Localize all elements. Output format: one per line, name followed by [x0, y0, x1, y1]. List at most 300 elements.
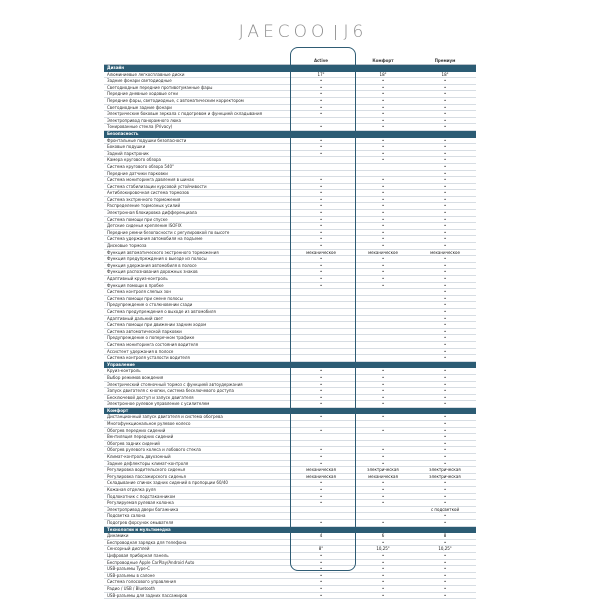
trim-value — [290, 289, 352, 296]
spec-row — [104, 315, 476, 322]
trim-value: • — [352, 177, 414, 184]
trim-value — [352, 434, 414, 441]
trim-value: • — [290, 256, 352, 263]
feature-label: Многофункциональное рулевое колесо — [104, 421, 290, 428]
feature-label: Функция распознавания дорожных знаков — [104, 269, 290, 276]
brand-name: JAECOO — [238, 22, 329, 42]
trim-value: • — [414, 374, 476, 381]
trim-value: • — [352, 236, 414, 243]
trim-value: • — [290, 414, 352, 421]
feature-label: Светодиодные передние противотуманные фары — [104, 84, 290, 91]
trim-value: • — [290, 269, 352, 276]
trim-value: • — [290, 150, 352, 157]
trim-value: • — [290, 394, 352, 401]
trim-value: • — [414, 500, 476, 507]
spec-row — [104, 262, 476, 269]
trim-value: • — [414, 434, 476, 441]
trim-value: • — [414, 592, 476, 599]
spec-row — [104, 388, 476, 395]
trim-value: • — [414, 585, 476, 592]
feature-label: Электронное рулевое управление с усилителем — [104, 401, 290, 408]
trim-value: • — [414, 190, 476, 197]
spec-row — [104, 454, 476, 461]
feature-label: USB-разъемы Type-C — [104, 566, 290, 573]
trim-value — [352, 341, 414, 348]
trim-value: • — [352, 150, 414, 157]
trim-value: • — [290, 78, 352, 85]
trim-value: механическая — [352, 473, 414, 480]
trim-value: • — [290, 487, 352, 494]
trim-value: • — [352, 229, 414, 236]
trim-value: • — [352, 282, 414, 289]
trim-value: • — [352, 97, 414, 104]
trim-value: • — [352, 539, 414, 546]
trim-value: • — [414, 243, 476, 250]
feature-label: Система стабилизации курсовой устойчивости — [104, 183, 290, 190]
spec-row — [104, 196, 476, 203]
feature-label: Система мониторинга давления в шинах — [104, 177, 290, 184]
feature-label: Беспроводные Apple CarPlay/Android Auto — [104, 559, 290, 566]
trim-value: • — [352, 381, 414, 388]
spec-row — [104, 157, 476, 164]
feature-label: Электрические боковые зеркала с подогревом и функцией складывания — [104, 111, 290, 118]
trim-value: • — [352, 374, 414, 381]
feature-label: Система мониторинга состояния водителя — [104, 341, 290, 348]
trim-value — [352, 335, 414, 342]
feature-label: Запуск двигателя с кнопки, система бесключевого доступа — [104, 388, 290, 395]
spec-table — [104, 58, 476, 599]
trim-value: • — [414, 454, 476, 461]
feature-label: Тонированные стекла (Privacy) — [104, 124, 290, 131]
spec-row — [104, 579, 476, 586]
spec-row — [104, 249, 476, 256]
feature-label: Подсветка салона — [104, 513, 290, 520]
trim-value: • — [414, 401, 476, 408]
trim-value: • — [290, 572, 352, 579]
trim-value: • — [414, 328, 476, 335]
trim-value: • — [290, 216, 352, 223]
spec-row — [104, 137, 476, 144]
spec-row — [104, 150, 476, 157]
trim-value: • — [414, 111, 476, 118]
feature-label: Адаптивный дальний свет — [104, 315, 290, 322]
feature-label: Электрический стояночный тормоз с функцией автоудержания — [104, 381, 290, 388]
spec-row — [104, 539, 476, 546]
spec-row — [104, 282, 476, 289]
trim-value: • — [352, 78, 414, 85]
trim-value: • — [352, 388, 414, 395]
trim-value: • — [290, 579, 352, 586]
trim-value: электрическая — [414, 467, 476, 474]
trim-value: • — [414, 117, 476, 124]
feature-label: Система кругового обзора 540° — [104, 163, 290, 170]
feature-label: Обогрев задних сидений — [104, 440, 290, 447]
spec-row — [104, 223, 476, 230]
trim-value: • — [414, 269, 476, 276]
trim-value: • — [414, 579, 476, 586]
trim-value — [352, 315, 414, 322]
spec-row — [104, 170, 476, 177]
logo-divider — [335, 25, 336, 40]
spec-row — [104, 348, 476, 355]
trim-value: • — [290, 585, 352, 592]
trim-value: • — [290, 552, 352, 559]
trim-value: 8 — [414, 533, 476, 540]
spec-row — [104, 183, 476, 190]
trim-value: • — [352, 487, 414, 494]
trim-value: • — [414, 256, 476, 263]
trim-value: • — [352, 137, 414, 144]
trim-value: • — [352, 117, 414, 124]
spec-row — [104, 381, 476, 388]
feature-label: Передние дневные ходовые огни — [104, 91, 290, 98]
spec-row — [104, 289, 476, 296]
trim-value: • — [290, 144, 352, 151]
spec-row — [104, 229, 476, 236]
feature-label: Регулировка водительского сиденья — [104, 467, 290, 474]
trim-value: • — [290, 137, 352, 144]
spec-row — [104, 394, 476, 401]
trim-value — [352, 163, 414, 170]
spec-row — [104, 210, 476, 217]
trim-value: • — [414, 566, 476, 573]
trim-value: • — [414, 552, 476, 559]
trim-value — [290, 341, 352, 348]
trim-value: • — [414, 137, 476, 144]
section-title: Дизайн — [104, 65, 476, 72]
section-header-row — [104, 361, 476, 368]
feature-label: Система контроля усталости водителя — [104, 355, 290, 362]
spec-row — [104, 236, 476, 243]
trim-value: • — [414, 282, 476, 289]
trim-value: 17" — [290, 71, 352, 78]
spec-row — [104, 460, 476, 467]
feature-label: Предупреждение о поперечном трафике — [104, 335, 290, 342]
spec-row — [104, 256, 476, 263]
trim-value: • — [290, 177, 352, 184]
feature-label: Светодиодные задние фонари — [104, 104, 290, 111]
trim-value — [352, 440, 414, 447]
trim-value — [352, 295, 414, 302]
feature-label: Задние фонари светодиодные — [104, 78, 290, 85]
trim-value — [290, 163, 352, 170]
trim-value — [290, 434, 352, 441]
trim-value: • — [414, 519, 476, 526]
spec-row — [104, 434, 476, 441]
trim-value — [290, 421, 352, 428]
trim-value: • — [352, 414, 414, 421]
trim-value — [352, 170, 414, 177]
feature-label: Предупреждение о столкновении сзади — [104, 302, 290, 309]
trim-value: • — [414, 341, 476, 348]
trim-value: • — [290, 447, 352, 454]
spec-row — [104, 269, 476, 276]
trim-value — [352, 348, 414, 355]
feature-label: Система помощи при спуске — [104, 216, 290, 223]
trim-value: • — [414, 196, 476, 203]
feature-label: Обогрев рулевого колеса и лобового стекла — [104, 447, 290, 454]
trim-value: • — [290, 282, 352, 289]
trim-value: • — [414, 78, 476, 85]
trim-value: • — [352, 190, 414, 197]
feature-label: Распределение тормозных усилий — [104, 203, 290, 210]
spec-row — [104, 163, 476, 170]
spec-row — [104, 124, 476, 131]
spec-row — [104, 308, 476, 315]
spec-row — [104, 341, 476, 348]
trim-value: • — [414, 210, 476, 217]
trim-value: • — [352, 401, 414, 408]
spec-row — [104, 487, 476, 494]
feature-label: Система помощи при смене полосы — [104, 295, 290, 302]
feature-label: Система голосового управления — [104, 579, 290, 586]
trim-value: • — [352, 493, 414, 500]
trim-value — [290, 170, 352, 177]
trim-value: • — [414, 302, 476, 309]
trim-value: 18" — [414, 71, 476, 78]
spec-row — [104, 447, 476, 454]
trim-value: • — [290, 243, 352, 250]
trim-value: • — [352, 256, 414, 263]
trim-value: • — [352, 203, 414, 210]
trim-value: • — [414, 381, 476, 388]
trim-value: • — [352, 368, 414, 375]
feature-label: USB-разъемы в салоне — [104, 572, 290, 579]
feature-label: Ассистент удержания в полосе — [104, 348, 290, 355]
trim-value: • — [414, 421, 476, 428]
trim-value — [290, 322, 352, 329]
section-title: Комфорт — [104, 407, 476, 414]
feature-label: Система предупреждения о выходе из автомобиля — [104, 308, 290, 315]
trim-value: • — [290, 236, 352, 243]
trim-value: • — [414, 276, 476, 283]
trim-value: • — [414, 183, 476, 190]
model-name: J6 — [343, 22, 368, 42]
section-header-row — [104, 130, 476, 137]
trim-value: • — [414, 414, 476, 421]
feature-label: Складывание спинок задних сидений в пропорции 60/40 — [104, 480, 290, 487]
trim-value: • — [414, 460, 476, 467]
trim-value — [352, 506, 414, 513]
spec-row — [104, 111, 476, 118]
trim-value — [352, 308, 414, 315]
feature-label: Дистанционный запуск двигателя и система обогрева — [104, 414, 290, 421]
section-title: Технологии и мультимедиа — [104, 526, 476, 533]
feature-label: Боковые подушки — [104, 144, 290, 151]
spec-row — [104, 295, 476, 302]
trim-value — [352, 513, 414, 520]
trim-value: • — [290, 210, 352, 217]
section-title: Безопасность — [104, 130, 476, 137]
feature-label: Цифровая приборная панель — [104, 552, 290, 559]
trim-value: • — [352, 104, 414, 111]
feature-label: Сенсорный дисплей — [104, 546, 290, 553]
trim-value: • — [352, 460, 414, 467]
trim-value: • — [414, 262, 476, 269]
feature-label: Дисковые тормоза — [104, 243, 290, 250]
trim-value: • — [414, 97, 476, 104]
section-header-row — [104, 526, 476, 533]
trim-value: • — [290, 427, 352, 434]
trim-value: • — [414, 315, 476, 322]
trim-value: • — [290, 183, 352, 190]
trim-value: • — [290, 566, 352, 573]
trim-value: • — [414, 177, 476, 184]
trim-value: 4 — [290, 533, 352, 540]
trim-value: • — [290, 262, 352, 269]
trim-value: • — [352, 243, 414, 250]
trim-value — [290, 506, 352, 513]
feature-label: Регулируемая рулевая колонка — [104, 500, 290, 507]
trim-value: • — [352, 157, 414, 164]
trim-value: • — [290, 401, 352, 408]
feature-label: Адаптивный круиз-контроль — [104, 276, 290, 283]
spec-body — [104, 65, 476, 599]
trim-value: • — [352, 447, 414, 454]
spec-row — [104, 401, 476, 408]
trim-value: • — [352, 262, 414, 269]
trim-value — [290, 328, 352, 335]
spec-row — [104, 91, 476, 98]
spec-row — [104, 374, 476, 381]
trim-value: • — [290, 111, 352, 118]
trim-value: • — [290, 368, 352, 375]
trim-value: • — [352, 196, 414, 203]
trim-value — [290, 117, 352, 124]
feature-label: Подлокотник с подстаканником — [104, 493, 290, 500]
feature-label: Кожаная отделка руля — [104, 487, 290, 494]
trim-value: • — [290, 381, 352, 388]
feature-label: Функция автоматического экстренного торможения — [104, 249, 290, 256]
spec-row — [104, 467, 476, 474]
trim-value: • — [414, 322, 476, 329]
feature-label: Задний парктроник — [104, 150, 290, 157]
spec-row — [104, 440, 476, 447]
feature-label: Электропривод панорамного люка — [104, 117, 290, 124]
feature-label: Климат-контроль двухзонный — [104, 454, 290, 461]
trim-value: 10,25" — [352, 546, 414, 553]
spec-row — [104, 355, 476, 362]
trim-value: • — [290, 190, 352, 197]
trim-value: механическое — [414, 249, 476, 256]
trim-value — [352, 289, 414, 296]
trim-value — [352, 421, 414, 428]
spec-row — [104, 104, 476, 111]
spec-row — [104, 500, 476, 507]
trim-value: • — [352, 144, 414, 151]
trim-value: • — [352, 210, 414, 217]
spec-row — [104, 592, 476, 599]
spec-row — [104, 243, 476, 250]
feature-label: Передние фары, светодиодные, с автоматическим корректором — [104, 97, 290, 104]
trim-value: • — [290, 500, 352, 507]
trim-value: • — [414, 289, 476, 296]
trim-value: • — [352, 552, 414, 559]
trim-value: 8" — [290, 546, 352, 553]
trim-value: • — [414, 216, 476, 223]
feature-label: Система экстренного торможения — [104, 196, 290, 203]
feature-label: Система контроля слепых зон — [104, 289, 290, 296]
spec-row — [104, 78, 476, 85]
feature-label: Алюминиевые легкосплавные диски — [104, 71, 290, 78]
trim-value — [290, 355, 352, 362]
trim-value: • — [290, 374, 352, 381]
feature-label: Беспроводная зарядка для телефона — [104, 539, 290, 546]
feature-label: Детские сиденья крепление ISOFIX — [104, 223, 290, 230]
trim-value: • — [290, 519, 352, 526]
trim-value: • — [352, 183, 414, 190]
trim-value: механическая — [290, 473, 352, 480]
trim-value: • — [414, 355, 476, 362]
trim-value — [352, 322, 414, 329]
trim-value: с подсветкой — [414, 506, 476, 513]
feature-label: Подогрев форсунок омывателя — [104, 519, 290, 526]
trim-value: 18" — [352, 71, 414, 78]
trim-value: • — [352, 572, 414, 579]
trim-value: • — [414, 236, 476, 243]
trim-value: 10,25" — [414, 546, 476, 553]
trim-value: механическое — [290, 249, 352, 256]
spec-row — [104, 585, 476, 592]
trim-value: • — [290, 454, 352, 461]
section-title: Управление — [104, 361, 476, 368]
trim-value: • — [414, 124, 476, 131]
feature-label: Передние ремни безопасности с регулировкой по высоте — [104, 229, 290, 236]
spec-row — [104, 559, 476, 566]
trim-value: • — [290, 203, 352, 210]
trim-value — [290, 348, 352, 355]
trim-value: • — [352, 394, 414, 401]
spec-row — [104, 546, 476, 553]
trim-value: • — [290, 592, 352, 599]
trim-value: • — [414, 427, 476, 434]
trim-value: • — [290, 480, 352, 487]
spec-row — [104, 533, 476, 540]
feature-label: Функция помощи в пробке — [104, 282, 290, 289]
trim-value: • — [290, 97, 352, 104]
trim-value: • — [414, 480, 476, 487]
trim-value: • — [290, 559, 352, 566]
section-header-row — [104, 407, 476, 414]
spec-row — [104, 335, 476, 342]
trim-value: механическое — [352, 249, 414, 256]
trim-value: • — [414, 157, 476, 164]
trim-value: • — [352, 124, 414, 131]
spec-row — [104, 506, 476, 513]
trim-value: • — [352, 427, 414, 434]
trim-value: • — [290, 91, 352, 98]
trim-value: • — [290, 460, 352, 467]
trim-value: 6 — [352, 533, 414, 540]
spec-row — [104, 493, 476, 500]
trim-value: • — [290, 493, 352, 500]
trim-value — [290, 295, 352, 302]
trim-value: • — [414, 368, 476, 375]
feature-label: Антиблокировочная система тормозов — [104, 190, 290, 197]
spec-row — [104, 117, 476, 124]
feature-label: Система удержания автомобиля на подъеме — [104, 236, 290, 243]
trim-value: • — [352, 276, 414, 283]
trim-value: • — [414, 223, 476, 230]
trim-value — [352, 355, 414, 362]
feature-label: Фронтальные подушки безопасности — [104, 137, 290, 144]
spec-row — [104, 572, 476, 579]
feature-label: Электронная блокировка дифференциала — [104, 210, 290, 217]
trim-value: • — [414, 104, 476, 111]
spec-row — [104, 427, 476, 434]
feature-label: Функция предупреждения о выезде из полосы — [104, 256, 290, 263]
trim-value: • — [352, 579, 414, 586]
